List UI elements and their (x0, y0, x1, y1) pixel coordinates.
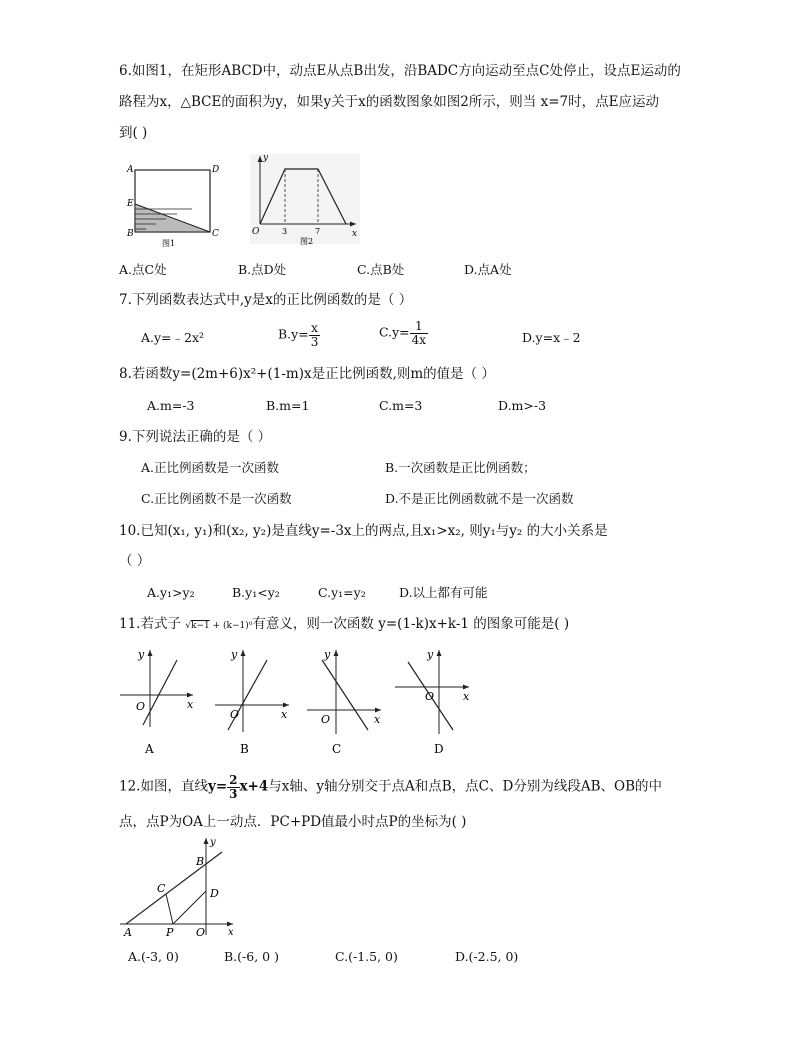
q11-expression: √k−1 + (k−1)⁰ (185, 621, 253, 631)
q6-option-c: C.点B处 (357, 262, 405, 277)
q11-stem-prefix: 11.若式子 (119, 616, 181, 632)
q7-b-denominator: 3 (310, 334, 319, 349)
q12-eq-numerator: 2 (229, 773, 238, 787)
q11-b-y-label: y (231, 648, 238, 661)
q11-d-origin: O (425, 690, 435, 703)
q12-option-a: A.(-3, 0) (128, 949, 179, 964)
q10-option-a: A.y₁>y₂ (147, 585, 195, 600)
q11-radicand: k−1 (191, 621, 210, 631)
fig2-y-label: y (263, 153, 269, 163)
fig1-label-d: D (212, 165, 220, 175)
fig1-label-e: E (127, 199, 134, 209)
q12-line2: 点，点P为OA上一动点．PC+PD值最小时点P的坐标为( ) (119, 814, 467, 830)
q12-figure (118, 835, 238, 940)
q7-option-c-prefix: C.y= (379, 324, 410, 340)
q10-option-c: C.y₁=y₂ (318, 585, 366, 600)
fig1-label-c: C (212, 229, 219, 239)
q11-b-x-label: x (281, 708, 288, 721)
q6-option-d: D.点A处 (464, 262, 512, 277)
q9-option-c: C.正比例函数不是一次函数 (141, 491, 292, 506)
q12-eq-y: y= (207, 778, 228, 795)
q11-d-caption: D (434, 742, 444, 756)
q6-figure2 (250, 153, 360, 246)
q7-c-numerator: 1 (410, 320, 428, 334)
q12-fig-y: y (210, 837, 216, 848)
fig2-origin: O (252, 227, 260, 237)
q12-prefix: 12.如图，直线 (119, 778, 208, 795)
q11-graphs (115, 642, 485, 757)
q7-option-c-fraction (410, 320, 428, 346)
q11-c-y-label: y (324, 648, 331, 661)
q7-option-d: D.y=x﹣2 (522, 330, 581, 345)
q11-graph-c (307, 648, 381, 756)
q12-eq-rest: x+4 (239, 778, 269, 795)
q12-fig-x: x (228, 927, 234, 938)
q12-fig-a: A (124, 926, 132, 939)
q12-line1 (119, 774, 662, 800)
q11-c-x-label: x (374, 713, 381, 726)
fig2-tick-3: 3 (282, 227, 288, 236)
fig1-label-b: B (127, 229, 134, 239)
q11-a-origin: O (136, 700, 146, 713)
q6-option-b: B.点D处 (238, 262, 287, 277)
q12-option-b: B.(-6, 0 ) (224, 949, 279, 964)
q7-option-a: A.y=﹣2x² (141, 330, 205, 345)
q12-eq-fraction (227, 774, 239, 800)
q7-stem: 7.下列函数表达式中,y是x的正比例函数的是（ ） (119, 292, 413, 308)
q12-fig-b: B (196, 855, 205, 868)
q11-b-origin: O (230, 708, 240, 721)
q11-c-caption: C (332, 742, 342, 756)
q10-option-b: B.y₁<y₂ (232, 585, 280, 600)
q7-option-c (379, 320, 428, 346)
q7-option-b-prefix: B.y= (278, 326, 309, 342)
q10-line2: （ ） (119, 553, 151, 569)
q11-graph-d (395, 648, 470, 756)
q7-b-numerator: x (309, 322, 321, 336)
q6-figure1 (126, 165, 219, 248)
q11-d-y-label: y (427, 648, 434, 661)
q6-line1: 6.如图1，在矩形ABCD中，动点E从点B出发，沿BADC方向运动至点C处停止，设点E运动的 (119, 63, 681, 79)
q12-suffix: 与x轴、y轴分别交于点A和点B，点C、D分别为线段AB、OB的中 (268, 778, 662, 795)
q11-power-term: + (k−1)⁰ (212, 621, 253, 631)
q8-option-c: C.m=3 (379, 398, 423, 413)
q11-graph-b (215, 648, 289, 756)
q9-stem: 9.下列说法正确的是（ ） (119, 429, 272, 445)
q9-option-b: B.一次函数是正比例函数； (385, 460, 536, 475)
q11-a-x-label: x (187, 698, 194, 711)
q11-stem (119, 616, 569, 632)
q6-line2: 路程为x，△BCE的面积为y，如果y关于x的函数图象如图2所示，则当 x=7时，点E应运动 (119, 94, 659, 110)
q6-line3: 到( ) (119, 125, 148, 141)
fig2-tick-7: 7 (315, 227, 321, 236)
fig2-caption: 图2 (300, 237, 314, 246)
fig1-label-a: A (127, 165, 134, 175)
q6-figures (120, 152, 370, 252)
q8-stem: 8.若函数y=(2m+6)x²+(1-m)x是正比例函数,则m的值是（ ） (119, 366, 495, 382)
q11-graph-a (120, 648, 194, 756)
q10-line1: 10.已知(x₁, y₁)和(x₂, y₂)是直线y=-3x上的两点,且x₁>x₂, 则y₁与y₂ 的大小关系是 (119, 523, 608, 539)
q7-option-b-fraction (309, 322, 321, 348)
q12-fig-o: O (196, 926, 206, 939)
q9-option-d: D.不是正比例函数就不是一次函数 (385, 491, 574, 506)
q12-fig-d: D (210, 887, 219, 900)
q11-b-caption: B (240, 742, 249, 756)
q11-a-caption: A (145, 742, 154, 756)
fig2-x-label: x (352, 229, 358, 239)
q12-eq-denominator: 3 (229, 786, 238, 801)
q7-option-b (278, 322, 320, 348)
q12-fig-p: P (166, 926, 174, 939)
q11-a-y-label: y (138, 648, 145, 661)
q11-stem-suffix: 有意义，则一次函数 y=(1-k)x+k-1 的图象可能是( ) (252, 616, 570, 632)
q11-c-origin: O (321, 713, 331, 726)
q9-option-a: A.正比例函数是一次函数 (141, 460, 280, 475)
q8-option-b: B.m=1 (266, 398, 310, 413)
q8-option-a: A.m=-3 (147, 398, 195, 413)
q12-option-d: D.(-2.5, 0) (455, 949, 519, 964)
q12-fig-c: C (157, 882, 166, 895)
q8-option-d: D.m>-3 (498, 398, 547, 413)
q11-d-x-label: x (463, 690, 470, 703)
q10-option-d: D.以上都有可能 (399, 585, 488, 600)
q12-option-c: C.(-1.5, 0) (335, 949, 398, 964)
q6-option-a: A.点C处 (119, 262, 167, 277)
q7-c-denominator: 4x (411, 332, 427, 347)
fig1-caption: 图1 (162, 239, 176, 248)
